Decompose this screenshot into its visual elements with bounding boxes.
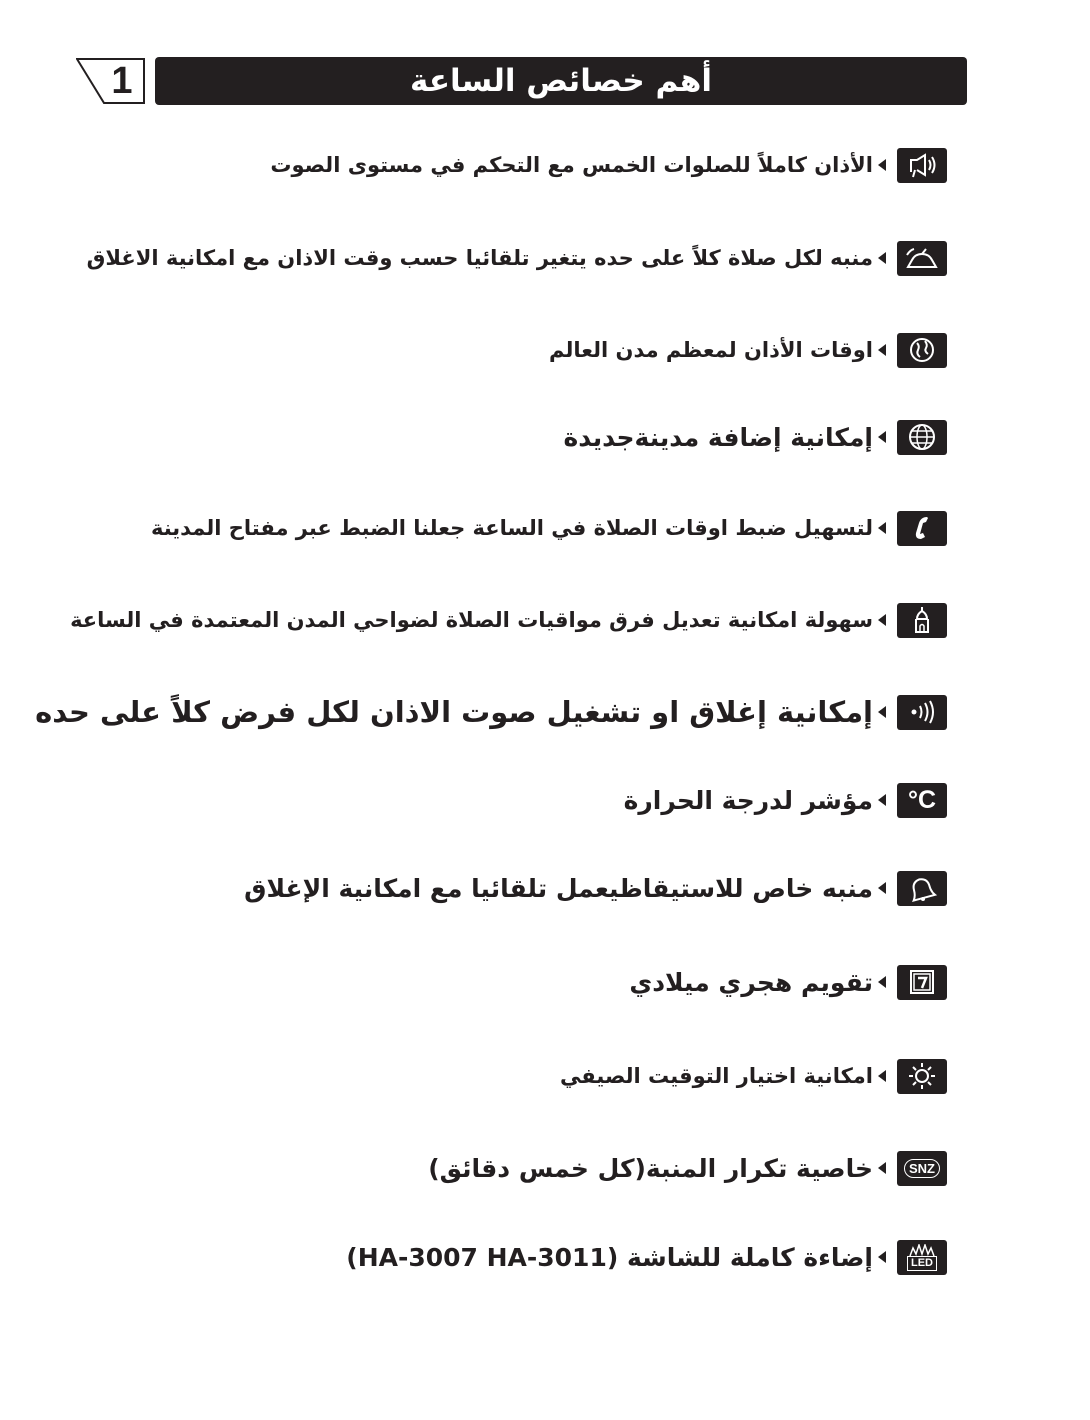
feature-text: لتسهيل ضبط اوقات الصلاة في الساعة جعلنا الضبط عبر مفتاح المدينة — [150, 516, 873, 540]
bullet-arrow-icon — [878, 344, 886, 356]
feature-text: سهولة امكانية تعديل فرق مواقيات الصلاة لضواحي المدن المعتمدة في الساعة — [70, 608, 873, 632]
page-number: 1 — [111, 60, 133, 102]
bullet-arrow-icon — [878, 976, 886, 988]
feature-item — [428, 1148, 947, 1188]
bullet-arrow-icon — [878, 252, 886, 264]
feature-item — [70, 600, 947, 640]
snooze-icon — [897, 1151, 947, 1186]
bullet-arrow-icon — [878, 614, 886, 626]
alarm-bell-icon — [897, 241, 947, 276]
feature-item — [549, 330, 947, 370]
feature-item — [87, 238, 947, 278]
feature-item — [244, 868, 947, 908]
feature-item — [624, 780, 947, 820]
feature-item — [35, 692, 947, 732]
bullet-arrow-icon — [878, 1070, 886, 1082]
page-title: أهم خصائص الساعة — [410, 63, 712, 99]
loudspeaker-icon — [897, 148, 947, 183]
feature-text: إمكانية إغلاق او تشغيل صوت الاذان لكل فرض كلاً على حده — [35, 695, 873, 729]
sound-wave-icon — [897, 695, 947, 730]
phone-icon — [897, 511, 947, 546]
feature-item — [346, 1237, 947, 1277]
calendar-icon — [897, 965, 947, 1000]
feature-text: منبه خاص للاستيقاظيعمل تلقائيا مع امكانية الإغلاق — [244, 873, 873, 903]
wake-bell-icon — [897, 871, 947, 906]
bullet-arrow-icon — [878, 522, 886, 534]
celsius-icon — [897, 783, 947, 818]
feature-text: الأذان كاملاً للصلوات الخمس مع التحكم في مستوى الصوت — [270, 153, 873, 177]
bullet-arrow-icon — [878, 882, 886, 894]
bullet-arrow-icon — [878, 159, 886, 171]
bullet-arrow-icon — [878, 1162, 886, 1174]
bullet-arrow-icon — [878, 706, 886, 718]
feature-item — [560, 1056, 947, 1096]
bullet-arrow-icon — [878, 1251, 886, 1263]
feature-item — [564, 417, 948, 457]
feature-item — [151, 508, 947, 548]
feature-item — [629, 962, 947, 1002]
bullet-arrow-icon — [878, 794, 886, 806]
snooze-label: SNZ — [904, 1159, 940, 1178]
feature-text: امكانية اختيار التوقيت الصيفي — [560, 1064, 873, 1088]
feature-item — [270, 145, 947, 185]
feature-text: خاصية تكرار المنبة(كل خمس دقائق) — [428, 1153, 873, 1183]
feature-text: إمكانية إضافة مدينةجديدة — [563, 422, 873, 452]
mosque-icon — [897, 603, 947, 638]
page-number-tab — [76, 57, 146, 105]
sun-icon — [897, 1059, 947, 1094]
led-icon — [897, 1240, 947, 1275]
led-label: LED — [907, 1256, 937, 1271]
led-burst-icon — [907, 1244, 937, 1256]
celsius-label: °C — [907, 785, 937, 814]
feature-text: مؤشر لدرجة الحرارة — [623, 785, 873, 815]
feature-text: إضاءة كاملة للشاشة (HA-3007 HA-3011) — [346, 1242, 873, 1272]
feature-text: اوقات الأذان لمعظم مدن العالم — [549, 338, 873, 362]
title-bar — [155, 57, 967, 105]
earth-globe-icon — [897, 333, 947, 368]
feature-text: تقويم هجري ميلادي — [629, 967, 873, 997]
feature-text: منبه لكل صلاة كلاً على حده يتغير تلقائيا حسب وقت الاذان مع امكانية الاغلاق — [86, 246, 873, 270]
world-grid-icon — [897, 420, 947, 455]
bullet-arrow-icon — [878, 431, 886, 443]
